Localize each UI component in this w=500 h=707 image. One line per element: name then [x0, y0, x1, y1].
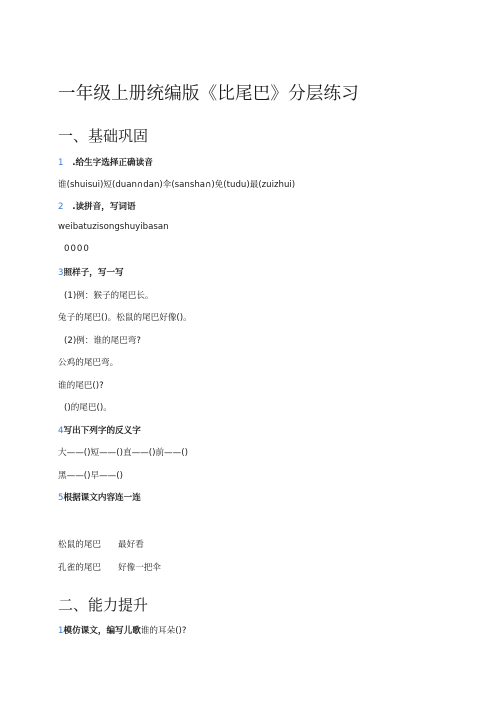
advanced-question-1-content: 谁的耳朵()? — [140, 626, 187, 636]
question-5-number: 5 — [58, 493, 64, 503]
question-1-number: 1 — [58, 158, 64, 168]
question-4-number: 4 — [58, 426, 64, 436]
question-3-line-4: ()的尾巴()。 — [64, 403, 112, 413]
match-right-1: 最好看 — [118, 540, 144, 550]
match-left-2: 孔雀的尾巴 — [58, 563, 101, 573]
section-heading-advanced: 二、能力提升 — [58, 596, 149, 614]
question-1-content: 谁(shuisui)短(duan∩dan)伞(sansha∩)免(tudu)最(zuizhui) — [58, 180, 296, 190]
question-3-example-2: (2)例：谁的尾巴弯? — [64, 336, 141, 346]
advanced-question-1-label: 模仿课文，编写儿歌 — [63, 626, 141, 636]
question-2-label: .读拼音，写词语 — [72, 202, 136, 212]
question-3-line-1: 兔子的尾巴()。松鼠的尾巴好像()。 — [58, 313, 192, 323]
question-2-answer-boxes: 0000 — [64, 244, 90, 254]
question-2-pinyin: weibatuzisongshuyibasan — [58, 222, 169, 232]
page-title: 一年级上册统编版《比尾巴》分层练习 — [58, 84, 359, 104]
section-heading-basic: 一、基础巩固 — [58, 127, 149, 145]
question-4-header — [58, 424, 141, 436]
question-4-line-2: 黑——()早——() — [58, 471, 123, 481]
question-3-number: 3 — [58, 268, 64, 278]
question-4-line-1: 大——()短——()直——()前——() — [58, 448, 188, 458]
question-3-line-3: 谁的尾巴()? — [58, 381, 104, 391]
question-3-header — [58, 266, 124, 278]
question-3-line-2: 公鸡的尾巴弯。 — [58, 358, 119, 368]
question-4-label: 写出下列字的反义字 — [63, 426, 141, 436]
advanced-question-1 — [58, 624, 186, 636]
question-1-label: .给生字选择正确读音 — [72, 158, 153, 168]
question-5-label: 根据课文内容连一连 — [63, 493, 141, 503]
question-3-example-1: (1)例：猴子的尾巴长。 — [64, 291, 154, 301]
question-3-label: 照样子，写一写 — [63, 268, 124, 278]
match-left-1: 松鼠的尾巴 — [58, 540, 101, 550]
question-1-header — [58, 156, 153, 168]
advanced-question-1-number: 1 — [58, 626, 64, 636]
match-right-2: 好像一把伞 — [118, 563, 161, 573]
question-5-header — [58, 491, 141, 503]
question-2-header — [58, 200, 136, 212]
question-2-number: 2 — [58, 202, 64, 212]
